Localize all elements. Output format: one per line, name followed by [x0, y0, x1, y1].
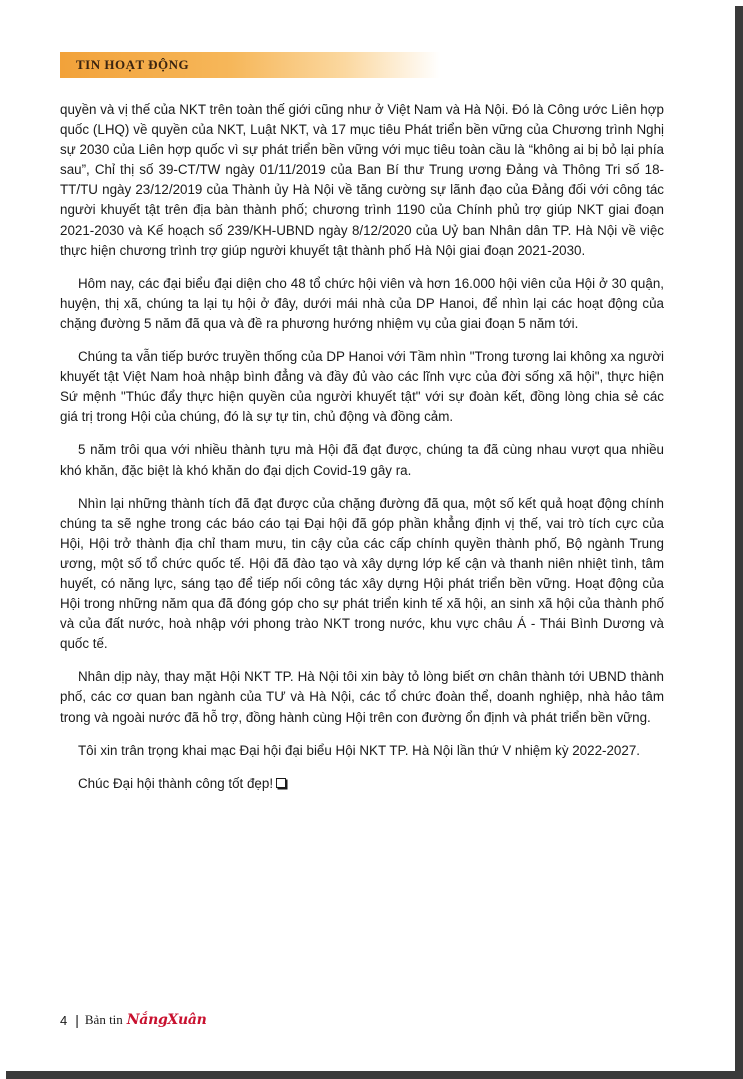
paragraph-7: Tôi xin trân trọng khai mạc Đại hội đại biểu Hội NKT TP. Hà Nội lần thứ V nhiệm kỳ 2022-2027.: [78, 742, 640, 758]
paragraph-1: quyền và vị thế của NKT trên toàn thế giới cũng như ở Việt Nam và Hà Nội. Đó là Công ước Liên hợp quốc (LHQ) về quyền của NKT, Luật NKT, và 17 mục tiêu Phát triển bền vững của Chương trình Nghị sự 2030 của Liên hợp quốc vì sự phát triển bền vững với mục tiêu toàn cầu là “không ai bị bỏ lại phía sau”, Chỉ thị số 39-CT/TW ngày 01/11/2019 của Ban Bí thư Trung ương Đảng và Thông Tri số 18-TT/TU ngày 23/12/2019 của Thành ủy Hà Nội về tăng cường sự lãnh đạo của Đảng đối với công tác người khuyết tật trên địa bàn thành phố; chương trình 1190 của Chính phủ trợ giúp NKT giai đoạn 2021-2030 và Kế hoạch số 239/KH-UBND ngày 8/12/2020 của Uỷ ban Nhân dân TP. Hà Nội về việc thực hiện chương trình trợ giúp người khuyết tật thành phố Hà Nội giai đoạn 2021-2030.: [60, 102, 664, 258]
article-body: [60, 100, 664, 807]
bulletin-brand-logo: NắngXuân: [126, 1012, 207, 1028]
paragraph-2: Hôm nay, các đại biểu đại diện cho 48 tổ chức hội viên và hơn 16.000 hội viên của Hội ở 30 quận, huyện, thị xã, chúng ta lại tụ hội ở đây, dưới mái nhà của DP Hanoi, để nhìn lại các hoạt động của chặng đường 5 năm đã qua và đề ra phương hướng nhiệm vụ của giai đoạn 5 năm tới.: [60, 275, 664, 331]
paragraph-4: 5 năm trôi qua với nhiều thành tựu mà Hội đã đạt được, chúng ta đã cùng nhau vượt qua nhiều khó khăn, đặc biệt là khó khăn do đại dịch Covid-19 gây ra.: [60, 442, 664, 478]
paragraph-5: Nhìn lại những thành tích đã đạt được của chặng đường đã qua, một số kết quả hoạt động chính chúng ta sẽ nghe trong các báo cáo tại Đại hội đã góp phần khẳng định vị thế, vai trò tích cực của Hội, Hội trở thành địa chỉ tham mưu, tin cậy của các cấp chính quyền thành phố, Bộ ngành Trung ương, một số tổ chức quốc tế. Hội đã đào tạo và xây dựng lớp kế cận và thanh niên nhiệt tình, tâm huyết, có năng lực, sáng tạo để tiếp nối công tác xây dựng Hội phát triển bền vững. Hoạt động của Hội trong những năm qua đã đóng góp cho sự phát triển kinh tế xã hội, an sinh xã hội của thành phố và của đất nước, hoà nhập với phong trào NKT trong nước, khu vực châu Á - Thái Bình Dương và quốc tế.: [60, 495, 664, 652]
closing-text: Chúc Đại hội thành công tốt đẹp!: [78, 775, 274, 791]
section-title: TIN HOẠT ĐỘNG: [76, 57, 190, 72]
paragraph-8: [60, 774, 664, 794]
footer-separator: |: [75, 1012, 79, 1028]
bulletin-label: Bản tin: [84, 1012, 123, 1027]
page-shadow-bottom: [6, 1071, 743, 1079]
paragraph-3: Chúng ta vẫn tiếp bước truyền thống của DP Hanoi với Tầm nhìn "Trong tương lai không xa người khuyết tật Việt Nam hoà nhập bình đẳng và đầy đủ vào các lĩnh vực của đời sống xã hội", thực hiện Sứ mệnh "Thúc đẩy thực hiện quyền của người khuyết tật" với sự đoàn kết, đồng lòng chia sẻ các giá trị trong Hội của chúng, đó là sự tự tin, chủ động và đồng cảm.: [60, 349, 664, 425]
section-banner: [60, 52, 440, 78]
page-number: 4: [60, 1012, 68, 1028]
page-footer: [60, 1010, 207, 1030]
page-shadow-right: [735, 6, 743, 1079]
end-mark-icon: [276, 778, 286, 788]
paragraph-6: Nhân dịp này, thay mặt Hội NKT TP. Hà Nội tôi xin bày tỏ lòng biết ơn chân thành tới UBND thành phố, các cơ quan ban ngành của TƯ và Hà Nội, các tổ chức đoàn thể, doanh nghiệp, nhà hảo tâm trong và ngoài nước đã hỗ trợ, đồng hành cùng Hội trên con đường ổn định và phát triển bền vững.: [60, 669, 664, 725]
